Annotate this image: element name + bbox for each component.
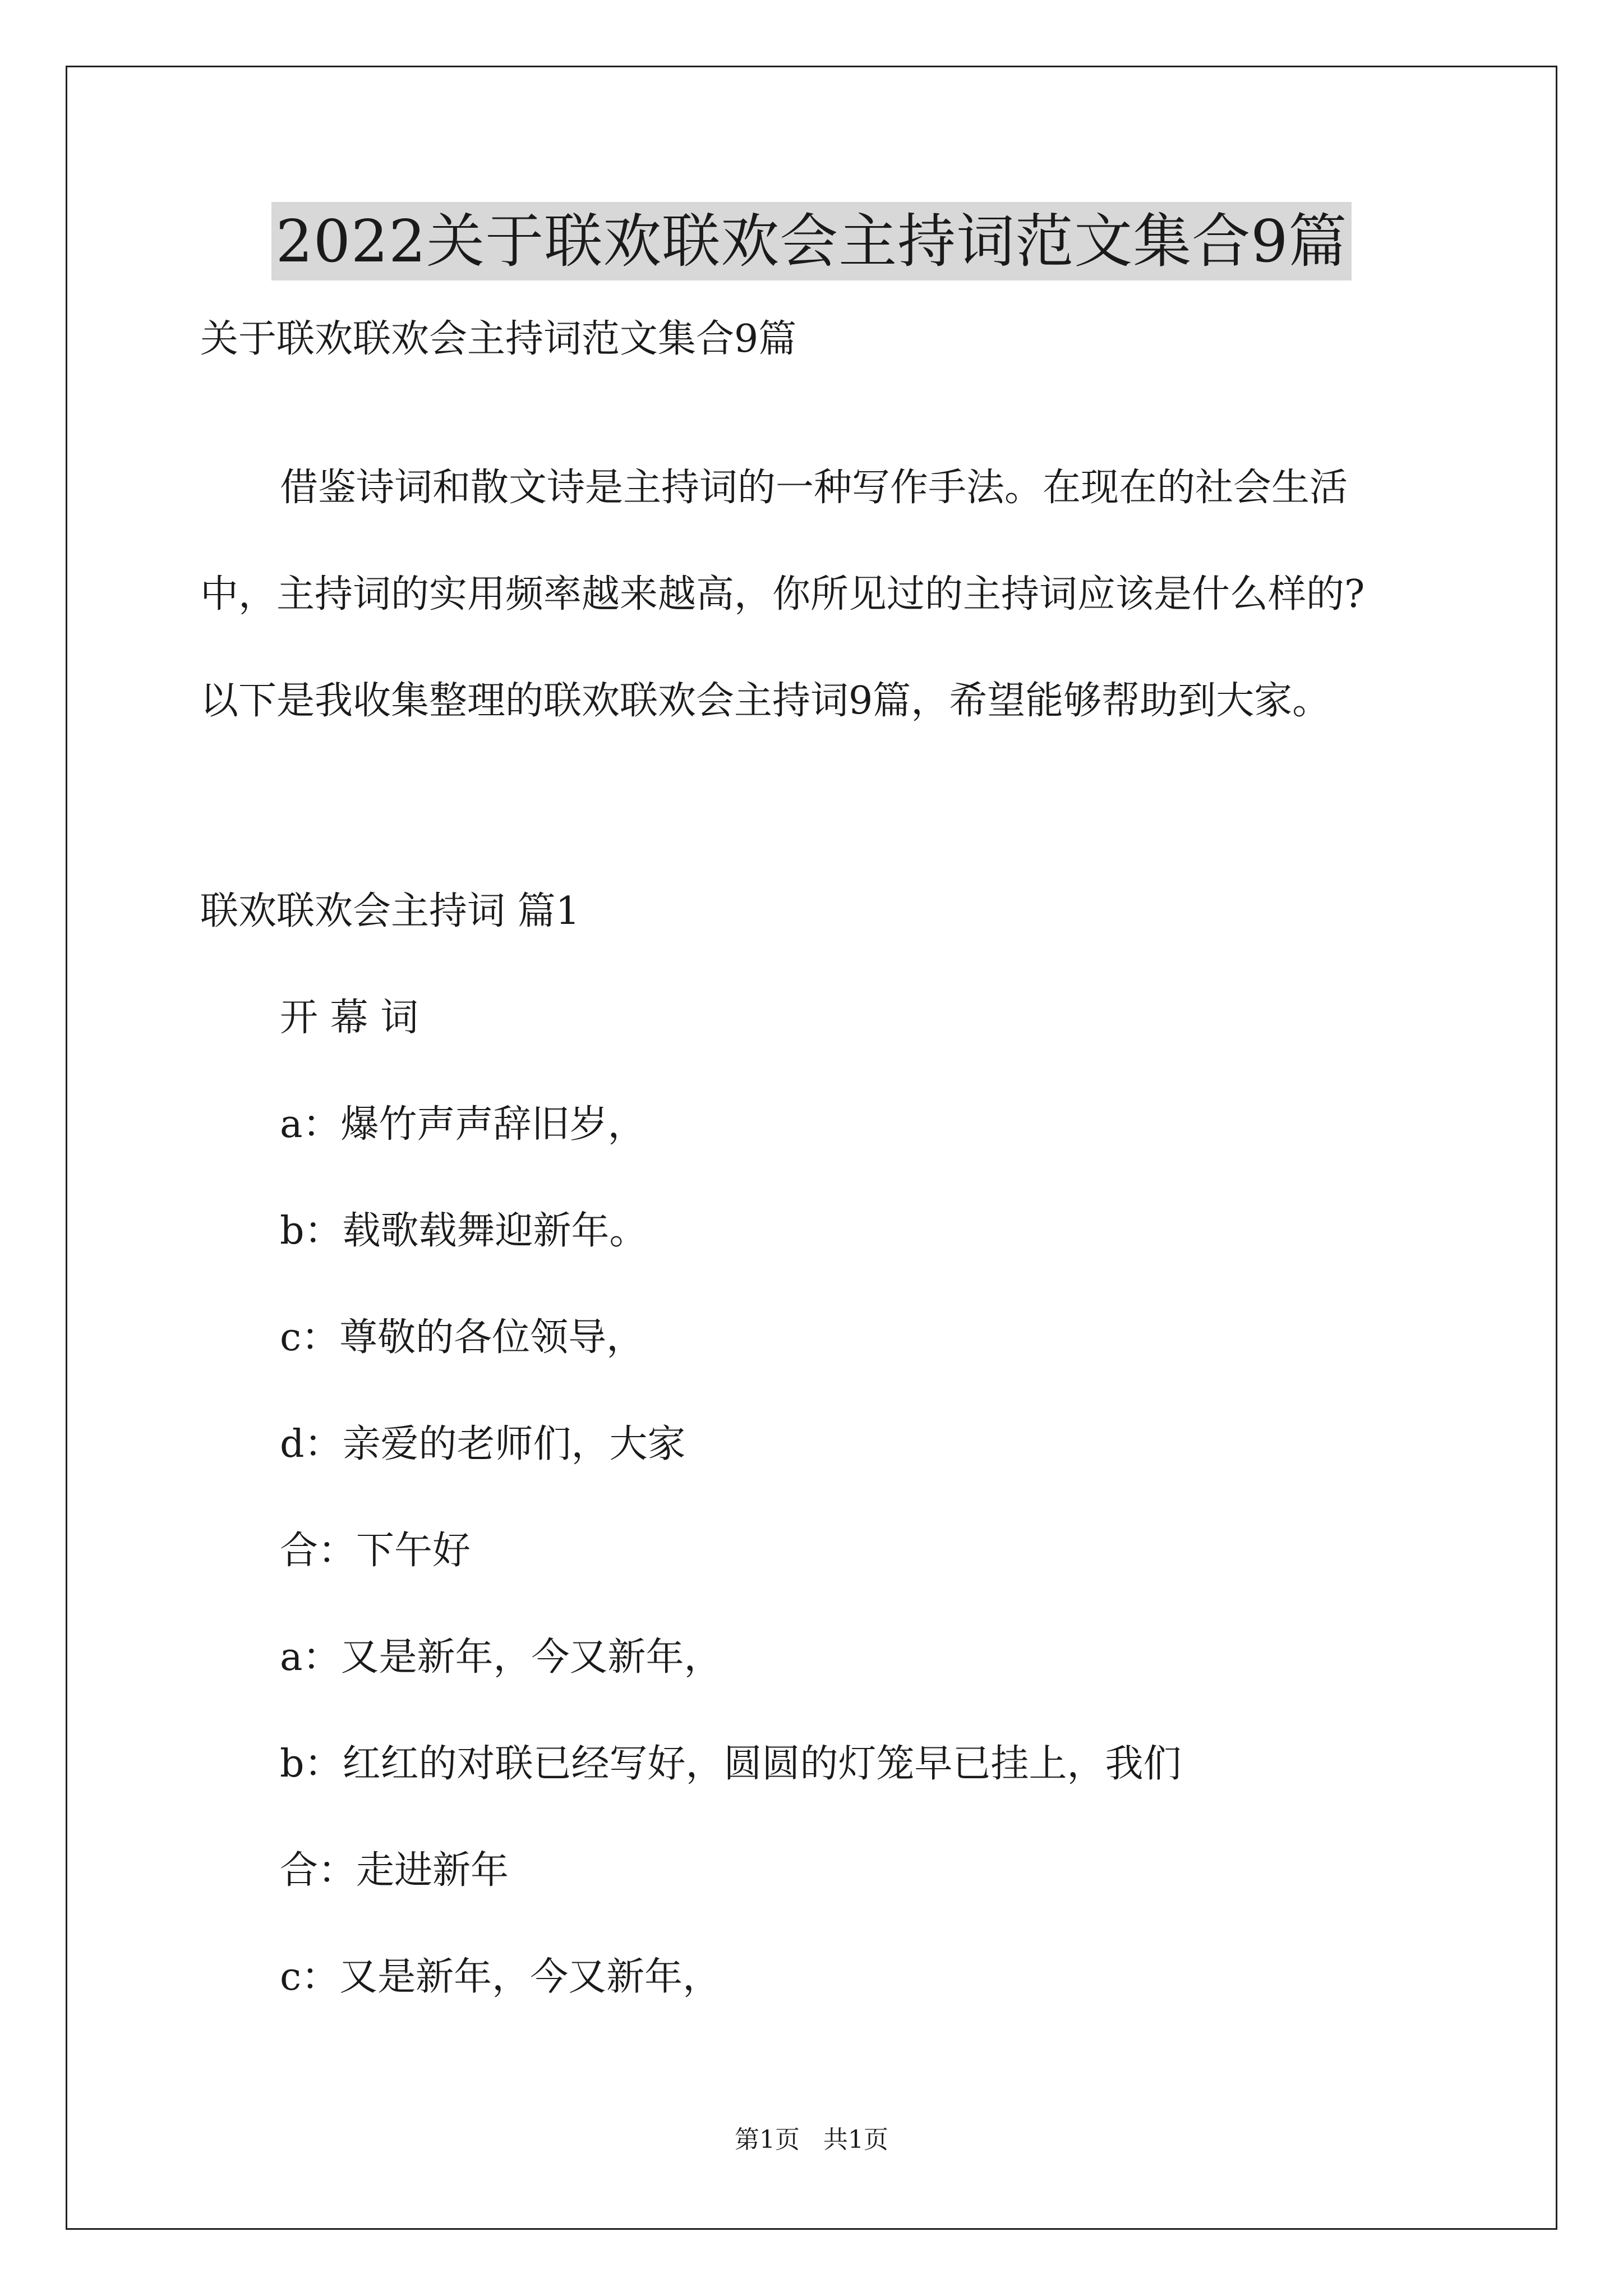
script-line: 合：走进新年 [280, 1848, 509, 1893]
script-line: a：又是新年，今又新年， [280, 1635, 722, 1680]
script-line: c：尊敬的各位领导， [280, 1315, 645, 1360]
script-line: a：爆竹声声辞旧岁， [280, 1102, 646, 1147]
script-line: b：红红的对联已经写好，圆圆的灯笼早已挂上，我们 [280, 1742, 1182, 1786]
document-subtitle: 关于联欢联欢会主持词范文集合9篇 [200, 317, 797, 361]
intro-line: 借鉴诗词和散文诗是主持词的一种写作手法。在现在的社会生活 [280, 466, 1348, 510]
script-line: c：又是新年，今又新年， [280, 1955, 721, 1999]
intro-line: 以下是我收集整理的联欢联欢会主持词9篇，希望能够帮助到大家。 [200, 679, 1331, 723]
script-line: 合：下午好 [280, 1529, 471, 1573]
section-heading: 联欢联欢会主持词 篇1 [200, 889, 580, 933]
opening-heading: 开 幕 词 [280, 996, 419, 1040]
script-lines [280, 990, 1182, 2056]
document-title: 2022关于联欢联欢会主持词范文集合9篇 [271, 202, 1352, 280]
intro-paragraph [200, 460, 1462, 780]
intro-line: 中，主持词的实用频率越来越高，你所见过的主持词应该是什么样的? [200, 572, 1365, 616]
title-container [0, 202, 1623, 280]
page-footer: 第1页 共1页 [735, 2125, 888, 2154]
script-line: d：亲爱的老师们，大家 [280, 1422, 686, 1466]
script-line: b：载歌载舞迎新年。 [280, 1209, 648, 1253]
